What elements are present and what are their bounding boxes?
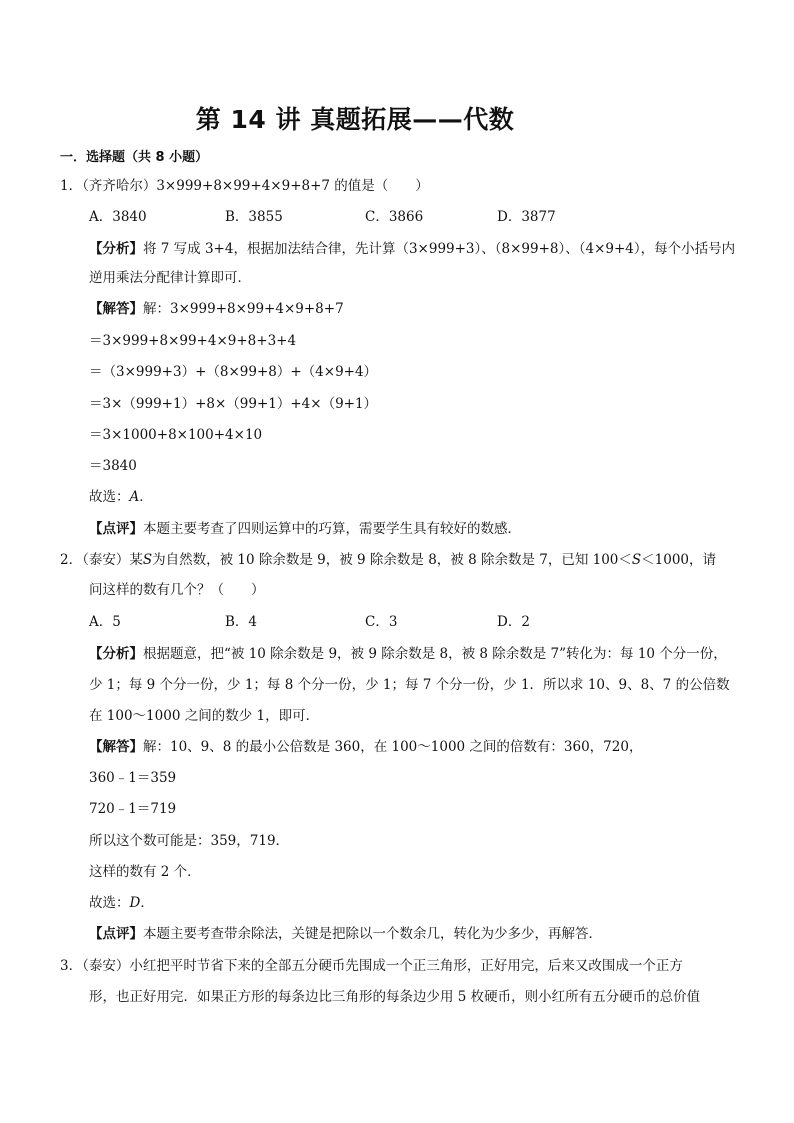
comment-text: 本题主要考查带余除法，关键是把除以一个数余几，转化为少多少，再解答． [143,926,602,942]
choice-label: 故选： [89,895,130,911]
q1-option-b: B．3855 [225,209,283,225]
q1-option-c: C．3866 [365,209,424,225]
q2-stem-c: ＜1000，请 [641,552,717,568]
analysis-text: 根据题意，把“被 10 除余数是 9，被 9 除余数是 8，被 8 除余数是 7”转化为：每 10 个分一份， [143,646,727,662]
q2-stem-b: 为自然数，被 10 除余数是 9，被 9 除余数是 8，被 8 除余数是 7，已知 100＜ [152,552,632,568]
q2-choice [89,893,154,913]
q1-answer [89,299,344,319]
section-heading: 一．选择题（共 8 小题） [60,150,209,165]
q2-step-3: 所以这个数可能是：359，719． [89,833,290,849]
q2-stem-a: 2．（泰安）某 [60,552,143,568]
q2-option-b: B．4 [225,614,258,630]
question-3-stem: 3．（泰安）小红把平时节省下来的全部五分硬币先围成一个正三角形，正好用完，后来又改围成一个正方 [60,958,683,974]
answer-text: 解：3×999+8×99+4×9+8+7 [143,301,344,317]
q2-step-4: 这样的数有 2 个． [89,864,201,880]
choice-end: ． [140,895,154,911]
q1-step-2: ＝（3×999+3）+（8×99+8）+（4×9+4） [89,364,378,380]
q1-step-1: ＝3×999+8×99+4×9+8+3+4 [89,333,297,349]
analysis-tag: 【分析】 [89,646,143,662]
q2-step-1: 360﹣1＝359 [89,770,177,786]
question-2-stem-cont: 问这样的数有几个？（ ） [89,582,265,598]
q2-var-s: S [142,552,153,568]
choice-label: 故选： [89,489,130,505]
comment-text: 本题主要考查了四则运算中的巧算，需要学生具有较好的数感． [143,521,521,537]
q1-option-a: A．3840 [89,209,147,225]
choice-letter: A [129,489,140,505]
question-1-stem: 1．（齐齐哈尔）3×999+8×99+4×9+8+7 的值是（ ） [60,178,429,194]
q2-analysis-cont-2: 在 100～1000 之间的数少 1，即可． [89,708,320,724]
q1-comment [89,519,521,539]
choice-letter: D [129,895,141,911]
analysis-text: 将 7 写成 3+4，根据加法结合律，先计算（3×999+3）、（8×99+8）、（4×9+4），每个小括号内 [143,241,736,257]
q1-choice [89,487,153,507]
q2-analysis-cont-1: 少 1；每 9 个分一份，少 1；每 8 个分一份，少 1；每 7 个分一份，少 1．所以求 10、9、8、7 的公倍数 [89,677,730,693]
question-3-stem-cont: 形，也正好用完．如果正方形的每条边比三角形的每条边少用 5 枚硬币，则小红所有五分硬币的总价值 [89,989,701,1005]
answer-text: 解：10、9、8 的最小公倍数是 360，在 100～1000 之间的倍数有：360，720， [143,739,643,755]
analysis-tag: 【分析】 [89,241,143,257]
q2-option-d: D．2 [497,614,530,630]
q2-answer [89,737,642,757]
comment-tag: 【点评】 [89,926,143,942]
comment-tag: 【点评】 [89,521,143,537]
q1-step-5: ＝3840 [89,458,137,474]
answer-tag: 【解答】 [89,739,143,755]
q2-var-s-2: S [631,552,642,568]
choice-end: ． [139,489,153,505]
q1-analysis-cont: 逆用乘法分配律计算即可． [89,270,251,286]
page-title: 第 14 讲 真题拓展——代数 [195,105,515,134]
q2-analysis [89,644,727,664]
q1-option-d: D．3877 [497,209,556,225]
q2-comment [89,924,602,944]
question-2-stem [60,550,716,570]
answer-tag: 【解答】 [89,301,143,317]
q2-option-c: C．3 [365,614,398,630]
q1-analysis [89,239,735,259]
q1-step-4: ＝3×1000+8×100+4×10 [89,427,263,443]
q2-step-2: 720﹣1＝719 [89,801,177,817]
q2-option-a: A．5 [89,614,121,630]
q1-step-3: ＝3×（999+1）+8×（99+1）+4×（9+1） [89,396,378,412]
